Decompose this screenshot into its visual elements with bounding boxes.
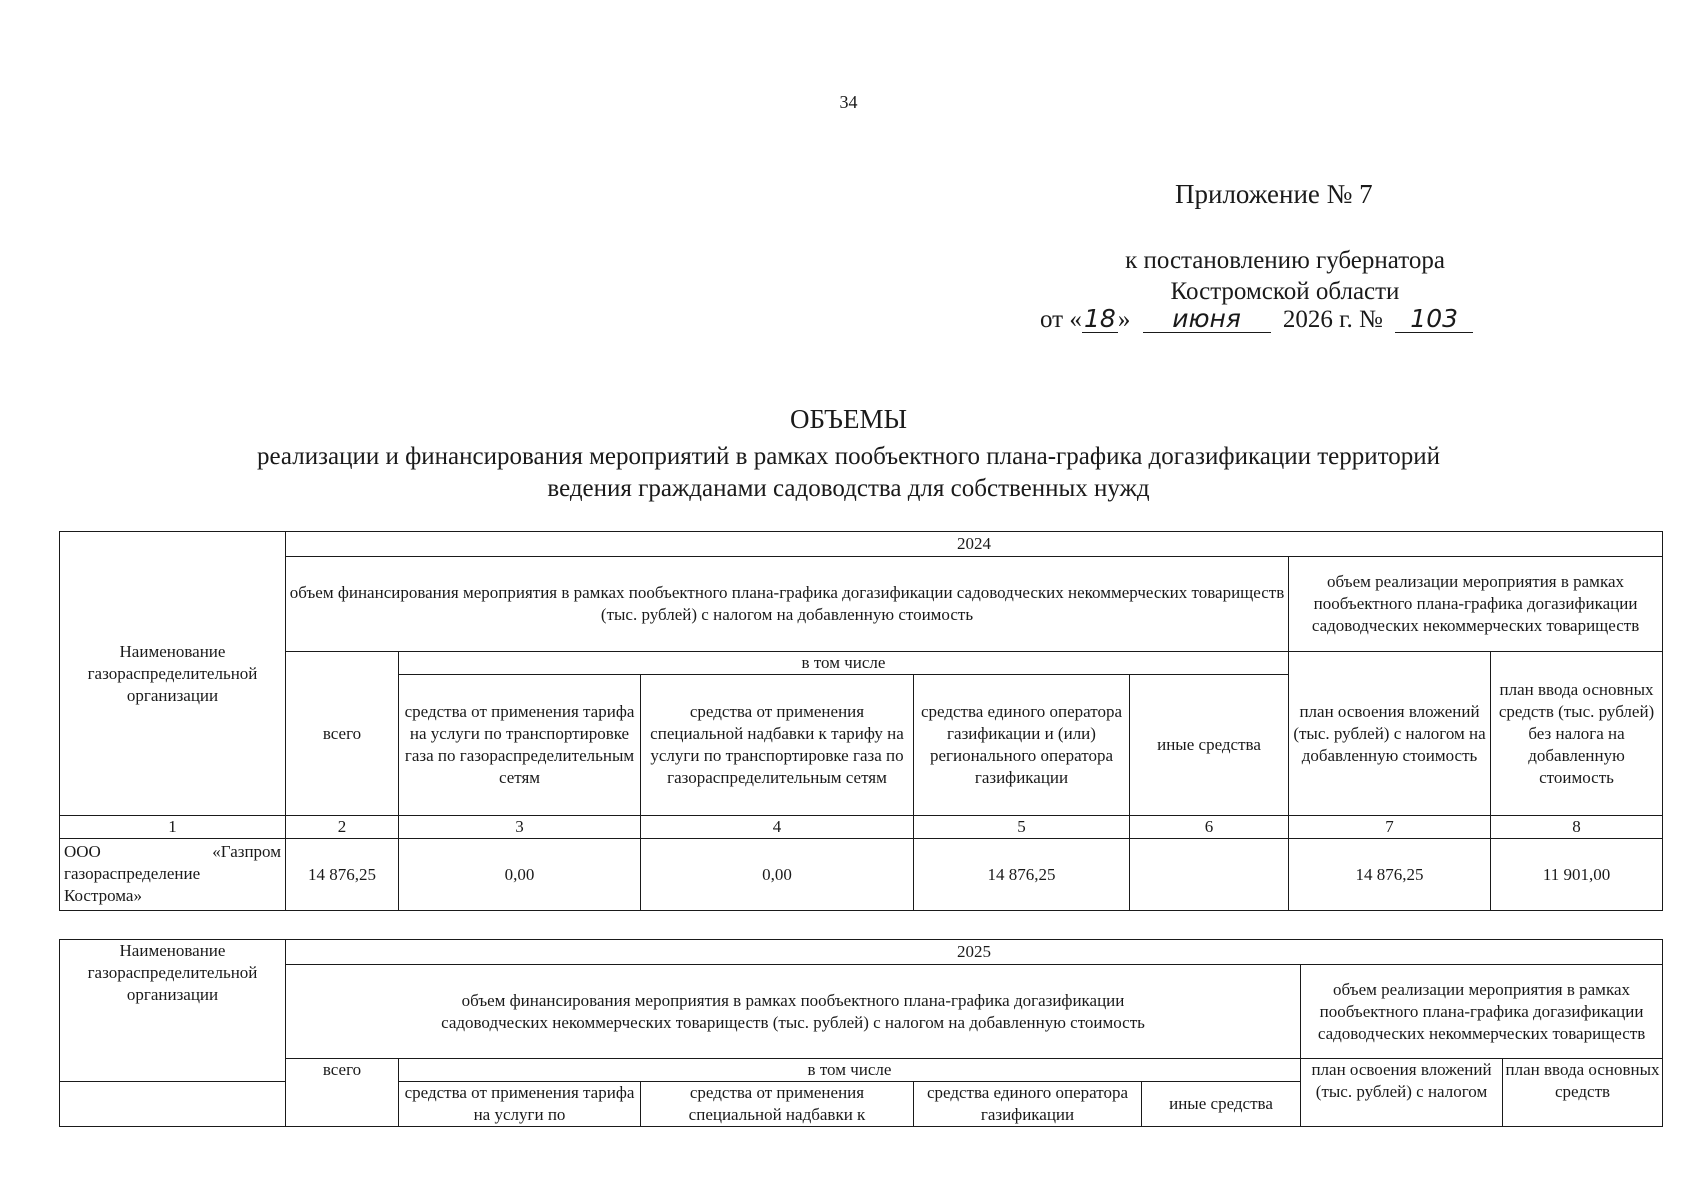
col8-header: план ввода основных средств (1503, 1059, 1663, 1127)
col4-header: средства от применения специальной надбавки к тарифу на услуги по транспортировке газа по газораспределительным сетям (641, 675, 914, 816)
decree-line-1: к постановлению губернатора (1125, 247, 1445, 274)
total-header: всего (286, 1059, 399, 1127)
org-name-part: газораспределение (64, 864, 201, 883)
implementation-header: объем реализации мероприятия в рамках пообъектного плана-графика догазификации садоводческих некоммерческих товариществ (1301, 965, 1663, 1059)
column-number: 3 (399, 816, 641, 839)
col3-header: средства от применения тарифа на услуги по (399, 1082, 641, 1127)
column-number: 7 (1289, 816, 1491, 839)
org-name-part: «Газпром (212, 842, 281, 861)
column-number: 8 (1491, 816, 1663, 839)
total-header: всего (286, 652, 399, 816)
year-header: 2025 (286, 940, 1663, 965)
col3-value: 0,00 (399, 839, 641, 911)
document-title: ОБЪЕМЫ (789, 404, 908, 434)
financing-header-line-1: объем финансирования мероприятия в рамках пообъектного плана-графика догазификации (461, 990, 1125, 1010)
column-number: 6 (1130, 816, 1289, 839)
column-number: 4 (641, 816, 914, 839)
org-name-part: Кострома» (64, 886, 142, 905)
year-header: 2024 (286, 532, 1663, 557)
table-2025 (59, 939, 1663, 1127)
implementation-header: объем реализации мероприятия в рамках пообъектного плана-графика догазификации садоводческих некоммерческих товариществ (1289, 557, 1663, 652)
col5-value: 14 876,25 (914, 839, 1130, 911)
decree-date (1040, 306, 1473, 334)
org-name-header-continued (60, 1082, 286, 1127)
col3-header: средства от применения тарифа на услуги по транспортировке газа по газораспределительным сетям (399, 675, 641, 816)
date-prefix: от « (1040, 306, 1082, 333)
handwritten-month: июня (1143, 306, 1271, 333)
subtitle-line-1: реализации и финансирования мероприятий в рамках пообъектного плана-графика догазификации территорий (257, 443, 1440, 470)
appendix-label: Приложение № 7 (1175, 179, 1373, 209)
col7-header: план освоения вложений (тыс. рублей) с налогом (1301, 1059, 1503, 1127)
org-name-cell (60, 839, 286, 911)
financing-header: объем финансирования мероприятия в рамках пообъектного плана-графика догазификации садоводческих некоммерческих товариществ (тыс. рублей) с налогом на добавленную стоимость (286, 557, 1289, 652)
page-number: 34 (839, 92, 858, 112)
column-numbers-row (60, 816, 1663, 839)
org-name-header: Наименование газораспределительной организации (60, 532, 286, 816)
org-name-header: Наименование газораспределительной организации (60, 940, 286, 1082)
org-name-part: ООО (64, 842, 101, 861)
decree-reference (1095, 245, 1475, 307)
column-number: 1 (60, 816, 286, 839)
table-2024 (59, 531, 1663, 911)
handwritten-day: 18 (1082, 306, 1118, 333)
subtitle-line-2: ведения гражданами садоводства для собственных нужд (547, 475, 1150, 502)
financing-header (286, 965, 1301, 1059)
col4-header: средства от применения специальной надбавки к (641, 1082, 914, 1127)
col8-header: план ввода основных средств (тыс. рублей) без налога на добавленную стоимость (1491, 652, 1663, 816)
handwritten-number: 103 (1395, 306, 1473, 333)
column-number: 5 (914, 816, 1130, 839)
financing-header-line-2: садоводческих некоммерческих товариществ (тыс. рублей) с налогом на добавленную стоимость (441, 1012, 1145, 1032)
col8-value: 11 901,00 (1491, 839, 1663, 911)
col6-header: иные средства (1130, 675, 1289, 816)
column-number: 2 (286, 816, 399, 839)
document-subtitle (60, 441, 1637, 505)
col5-header: средства единого оператора газификации (914, 1082, 1142, 1127)
table-row (60, 839, 1663, 911)
date-mid: » (1117, 306, 1131, 333)
decree-line-2: Костромской области (1170, 278, 1400, 305)
including-header: в том числе (399, 652, 1289, 675)
col5-header: средства единого оператора газификации и (или) регионального оператора газификации (914, 675, 1130, 816)
col6-header: иные средства (1142, 1082, 1301, 1127)
col6-value (1130, 839, 1289, 911)
total-value: 14 876,25 (286, 839, 399, 911)
col7-value: 14 876,25 (1289, 839, 1491, 911)
including-header: в том числе (399, 1059, 1301, 1082)
col7-header: план освоения вложений (тыс. рублей) с налогом на добавленную стоимость (1289, 652, 1491, 816)
date-year: 2026 г. № (1282, 306, 1383, 333)
col4-value: 0,00 (641, 839, 914, 911)
